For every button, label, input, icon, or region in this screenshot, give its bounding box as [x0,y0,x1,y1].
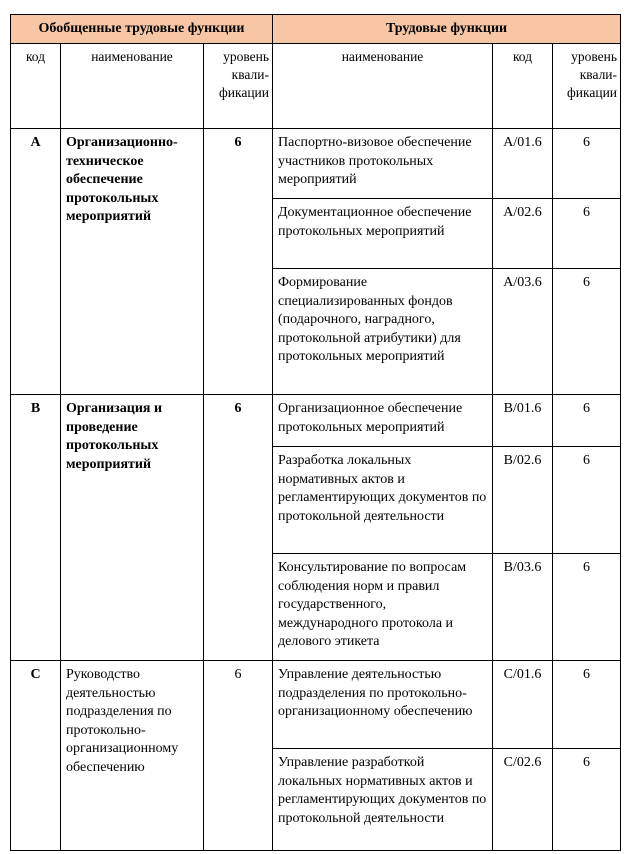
function-code: B/03.6 [493,554,553,661]
subheader-tf-code: код [493,44,553,129]
function-code: B/02.6 [493,447,553,554]
function-name: Документационное обеспечение протокольных мероприятий [273,199,493,269]
function-code: A/01.6 [493,129,553,199]
function-level: 6 [553,554,621,661]
group-level: 6 [204,129,273,395]
labor-functions-table [10,14,621,851]
group-name: Руководство деятельностью подразделения по протокольно-организационному обеспечению [61,661,204,851]
function-level: 6 [553,269,621,395]
function-code: A/03.6 [493,269,553,395]
function-level: 6 [553,749,621,851]
subheader-tf-level: уровень квали-фикации [553,44,621,129]
group-level: 6 [204,395,273,661]
function-code: B/01.6 [493,395,553,447]
function-code: A/02.6 [493,199,553,269]
function-level: 6 [553,395,621,447]
function-level: 6 [553,199,621,269]
function-name: Организационное обеспечение протокольных мероприятий [273,395,493,447]
group-code: B [11,395,61,661]
function-name: Консультирование по вопросам соблюдения норм и правил государственного, международного протокола и делового этикета [273,554,493,661]
function-level: 6 [553,447,621,554]
header-row [11,15,621,44]
group-name: Организация и проведение протокольных мероприятий [61,395,204,661]
function-code: C/02.6 [493,749,553,851]
function-name: Паспортно-визовое обеспечение участников протокольных мероприятий [273,129,493,199]
group-code: C [11,661,61,851]
group-code: A [11,129,61,395]
header-labor-functions: Трудовые функции [273,15,621,44]
table-row [11,395,621,447]
function-name: Формирование специализированных фондов (подарочного, наградного, протокольной атрибутики) для протокольных мероприятий [273,269,493,395]
subheader-name: наименование [61,44,204,129]
function-name: Управление деятельностью подразделения по протокольно-организационному обеспечению [273,661,493,749]
function-level: 6 [553,661,621,749]
group-name: Организационно-техническое обеспечение протокольных мероприятий [61,129,204,395]
table-row [11,129,621,199]
function-code: C/01.6 [493,661,553,749]
header-generalized-functions: Обобщенные трудовые функции [11,15,273,44]
subheader-row [11,44,621,129]
subheader-level: уровень квали-фикации [204,44,273,129]
subheader-tf-name: наименование [273,44,493,129]
function-name: Разработка локальных нормативных актов и регламентирующих документов по протокольной деятельности [273,447,493,554]
group-level: 6 [204,661,273,851]
subheader-code: код [11,44,61,129]
table-row [11,661,621,749]
function-level: 6 [553,129,621,199]
function-name: Управление разработкой локальных нормативных актов и регламентирующих документов по протокольной деятельности [273,749,493,851]
